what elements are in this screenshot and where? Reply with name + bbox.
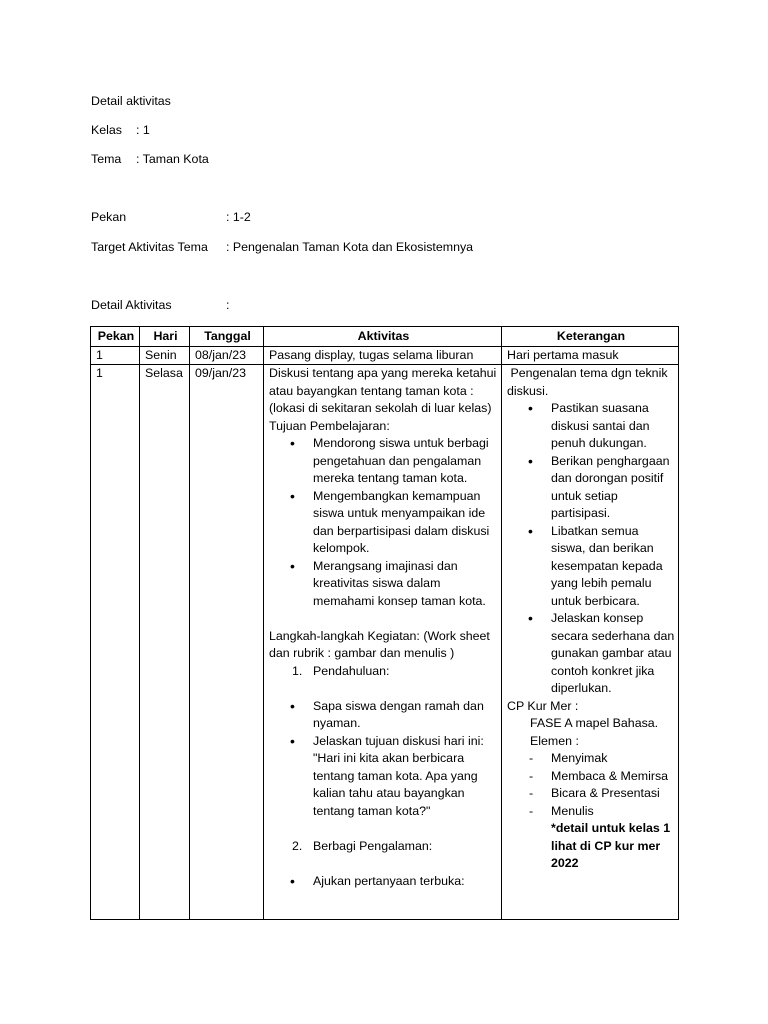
list-item: • Merangsang imajinasi dan kreativitas siswa dalam memahami konsep taman kota. <box>313 558 498 611</box>
row2-tanggal: 09/jan/23 <box>190 365 264 920</box>
header-pekan: Pekan <box>91 327 140 347</box>
pekan-value: : 1-2 <box>226 210 251 224</box>
row1-pekan: 1 <box>91 346 140 365</box>
cp-title: CP Kur Mer : <box>507 698 579 713</box>
detail-value: : <box>226 298 230 312</box>
row2-aktivitas <box>264 365 502 920</box>
document-title: Detail aktivitas <box>91 94 171 108</box>
step2-list <box>269 838 498 856</box>
step2-items <box>269 873 498 891</box>
list-item: • Mendorong siswa untuk berbagi pengetahuan dan pengalaman mereka tentang taman kota. <box>313 435 498 488</box>
tema-line <box>91 151 209 169</box>
kelas-value: : 1 <box>136 123 150 137</box>
keterangan-intro: Pengenalan tema dgn teknik diskusi. <box>507 366 671 398</box>
list-item: • Jelaskan konsep secara sederhana dan gunakan gambar atau contoh konkret jika diperlukan. <box>551 610 675 698</box>
header-tanggal: Tanggal <box>190 327 264 347</box>
step2-label: Berbagi Pengalaman: <box>313 838 433 853</box>
step1-list <box>269 663 498 681</box>
kelas-line <box>91 122 150 140</box>
list-item: - Membaca & Memirsa <box>551 768 675 786</box>
tips-list <box>507 400 675 698</box>
list-item <box>292 663 498 681</box>
pekan-label: Pekan <box>91 210 127 224</box>
row1-hari: Senin <box>140 346 190 365</box>
step1-items <box>269 698 498 821</box>
list-item: • Ajukan pertanyaan terbuka: <box>313 873 498 891</box>
tujuan-list <box>269 435 498 610</box>
list-item: • Jelaskan tujuan diskusi hari ini: "Hari ini kita akan berbicara tentang taman kota. Apa yang kalian tahu atau bayangkan tentang taman kota?" <box>313 733 498 821</box>
header-keterangan: Keterangan <box>502 327 679 347</box>
step-number: 2. <box>292 838 303 853</box>
tema-value: : Taman Kota <box>136 152 209 166</box>
tema-label: Tema <box>91 152 122 166</box>
row1-keterangan: Hari pertama masuk <box>502 346 679 365</box>
list-item: • Mengembangkan kemampuan siswa untuk menyampaikan ide dan berpartisipasi dalam diskusi kelompok. <box>313 488 498 558</box>
kelas-label: Kelas <box>91 123 122 137</box>
tujuan-title: Tujuan Pembelajaran: <box>269 418 390 433</box>
activity-table <box>90 326 679 920</box>
list-item: • Libatkan semua siswa, dan berikan kesempatan kepada yang lebih pemalu untuk berbicara. <box>551 523 675 611</box>
list-item: • Berikan penghargaan dan dorongan positif untuk setiap partisipasi. <box>551 453 675 523</box>
pekan-line <box>91 209 251 227</box>
header-aktivitas: Aktivitas <box>264 327 502 347</box>
fase-text: FASE A mapel Bahasa. <box>530 716 659 730</box>
table-row <box>91 365 679 920</box>
target-line <box>91 239 473 257</box>
detail-line <box>91 297 229 315</box>
step1-label: Pendahuluan: <box>313 663 390 678</box>
list-item: • Sapa siswa dengan ramah dan nyaman. <box>313 698 498 733</box>
row2-keterangan <box>502 365 679 920</box>
target-label: Target Aktivitas Tema <box>91 240 208 254</box>
list-item <box>292 838 498 856</box>
row1-tanggal: 08/jan/23 <box>190 346 264 365</box>
row2-pekan: 1 <box>91 365 140 920</box>
elemen-title: Elemen : <box>530 733 579 748</box>
detail-label: Detail Aktivitas <box>91 298 172 312</box>
elemen-list <box>507 750 675 820</box>
step-number: 1. <box>292 663 303 678</box>
table-header-row <box>91 327 679 347</box>
aktivitas-intro: Diskusi tentang apa yang mereka ketahui atau bayangkan tentang taman kota : (lokasi di sekitaran sekolah di luar kelas) <box>269 366 497 415</box>
list-item: • Pastikan suasana diskusi santai dan penuh dukungan. <box>551 400 675 453</box>
list-item: - Bicara & Presentasi <box>551 785 675 803</box>
target-value: : Pengenalan Taman Kota dan Ekosistemnya <box>226 240 474 254</box>
table-row <box>91 346 679 365</box>
list-item: - Menulis <box>551 803 675 821</box>
header-hari: Hari <box>140 327 190 347</box>
cp-note: *detail untuk kelas 1 lihat di CP kur mer 2022 <box>551 821 671 870</box>
row1-aktivitas: Pasang display, tugas selama liburan <box>264 346 502 365</box>
langkah-title: Langkah-langkah Kegiatan: (Work sheet dan rubrik : gambar dan menulis ) <box>269 628 490 660</box>
list-item: - Menyimak <box>551 750 675 768</box>
row2-hari: Selasa <box>140 365 190 920</box>
